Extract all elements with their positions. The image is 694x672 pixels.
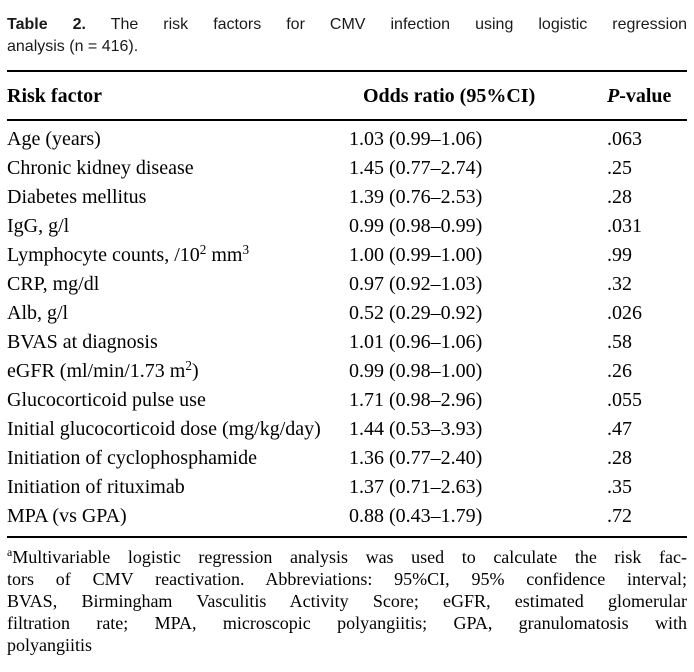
cell-risk-factor: MPA (vs GPA) (7, 505, 127, 527)
footnote-line: BVAS, Birmingham Vasculitis Activity Score; eGFR, estimated glomerular (7, 591, 687, 611)
table-caption-line1 (7, 14, 687, 36)
cell-risk-factor: Initiation of rituximab (7, 476, 185, 498)
cell-risk-factor: Diabetes mellitus (7, 186, 147, 208)
cell-risk-factor: eGFR (ml/min/1.73 $m^2$) (7, 357, 199, 382)
cell-p-value: .031 (607, 215, 642, 237)
cell-risk-factor: Lymphocyte counts, $/10^2$ $mm^3$ (7, 241, 250, 266)
cell-odds-ratio: 1.01 (0.96–1.06) (349, 331, 483, 353)
p-value-italic-p: P (607, 85, 620, 107)
table-caption-label: Table 2. (7, 16, 86, 33)
cell-p-value: .063 (607, 128, 642, 150)
cell-risk-factor: BVAS at diagnosis (7, 331, 158, 353)
table-row (7, 502, 687, 537)
footnote-line: $^a$Multivariable logistic regression analysis was used to calculate the risk fac- (7, 545, 687, 567)
table-row (7, 212, 687, 241)
cell-risk-factor: Initial glucocorticoid dose (mg/kg/day) (7, 418, 321, 440)
table-row (7, 415, 687, 444)
cell-risk-factor: Age (years) (7, 128, 101, 150)
cell-odds-ratio: 0.88 (0.43–1.79) (349, 505, 483, 527)
table-row (7, 357, 687, 386)
col-header-risk-factor: Risk factor (7, 71, 349, 120)
footnote-line: tors of CMV reactivation. Abbreviations: 95%CI, 95% confidence interval; (7, 569, 687, 589)
table-caption-line2: analysis (n = 416). (7, 38, 139, 55)
cell-p-value: .58 (607, 331, 632, 353)
risk-factors-table (7, 70, 687, 538)
cell-p-value: .25 (607, 157, 632, 179)
cell-odds-ratio: 1.71 (0.98–2.96) (349, 389, 483, 411)
cell-p-value: .26 (607, 360, 632, 382)
cell-odds-ratio: 0.99 (0.98–1.00) (349, 360, 483, 382)
table-caption (7, 14, 687, 58)
cell-odds-ratio: 0.97 (0.92–1.03) (349, 273, 483, 295)
cell-odds-ratio: 1.44 (0.53–3.93) (349, 418, 483, 440)
cell-risk-factor: Glucocorticoid pulse use (7, 389, 206, 411)
table-row (7, 270, 687, 299)
cell-odds-ratio: 0.52 (0.29–0.92) (349, 302, 483, 324)
cell-odds-ratio: 1.03 (0.99–1.06) (349, 128, 483, 150)
table-row (7, 120, 687, 154)
table-row (7, 444, 687, 473)
table-caption-text: The risk factors for CMV infection using logistic regression (110, 16, 688, 33)
cell-odds-ratio: 1.00 (0.99–1.00) (349, 244, 483, 266)
footnote-line: filtration rate; MPA, microscopic polyangiitis; GPA, granulomatosis with (7, 613, 687, 633)
cell-odds-ratio: 1.45 (0.77–2.74) (349, 157, 483, 179)
cell-risk-factor: IgG, g/l (7, 215, 70, 237)
cell-p-value: .055 (607, 389, 642, 411)
table-row (7, 328, 687, 357)
table-body (7, 120, 687, 537)
table-row (7, 386, 687, 415)
cell-p-value: .28 (607, 186, 632, 208)
cell-risk-factor: Initiation of cyclophosphamide (7, 447, 257, 469)
footnote-line: polyangiitis (7, 635, 92, 655)
footnote (7, 546, 687, 656)
cell-odds-ratio: 1.36 (0.77–2.40) (349, 447, 483, 469)
cell-risk-factor: Alb, g/l (7, 302, 69, 324)
table-header-row (7, 71, 687, 120)
cell-odds-ratio: 1.37 (0.71–2.63) (349, 476, 483, 498)
cell-odds-ratio: 0.99 (0.98–0.99) (349, 215, 483, 237)
table-row (7, 299, 687, 328)
cell-p-value: .35 (607, 476, 632, 498)
table-row (7, 183, 687, 212)
col-header-p-value (607, 71, 687, 120)
cell-p-value: .026 (607, 302, 642, 324)
cell-p-value: .28 (607, 447, 632, 469)
col-header-odds-ratio: Odds ratio (95%CI) (349, 71, 607, 120)
cell-risk-factor: CRP, mg/dl (7, 273, 100, 295)
cell-p-value: .99 (607, 244, 632, 266)
cell-p-value: .32 (607, 273, 632, 295)
p-value-rest: -value (619, 85, 672, 107)
cell-odds-ratio: 1.39 (0.76–2.53) (349, 186, 483, 208)
cell-p-value: .72 (607, 505, 632, 527)
table-row (7, 241, 687, 270)
cell-p-value: .47 (607, 418, 632, 440)
table-row (7, 154, 687, 183)
cell-risk-factor: Chronic kidney disease (7, 157, 194, 179)
table-row (7, 473, 687, 502)
